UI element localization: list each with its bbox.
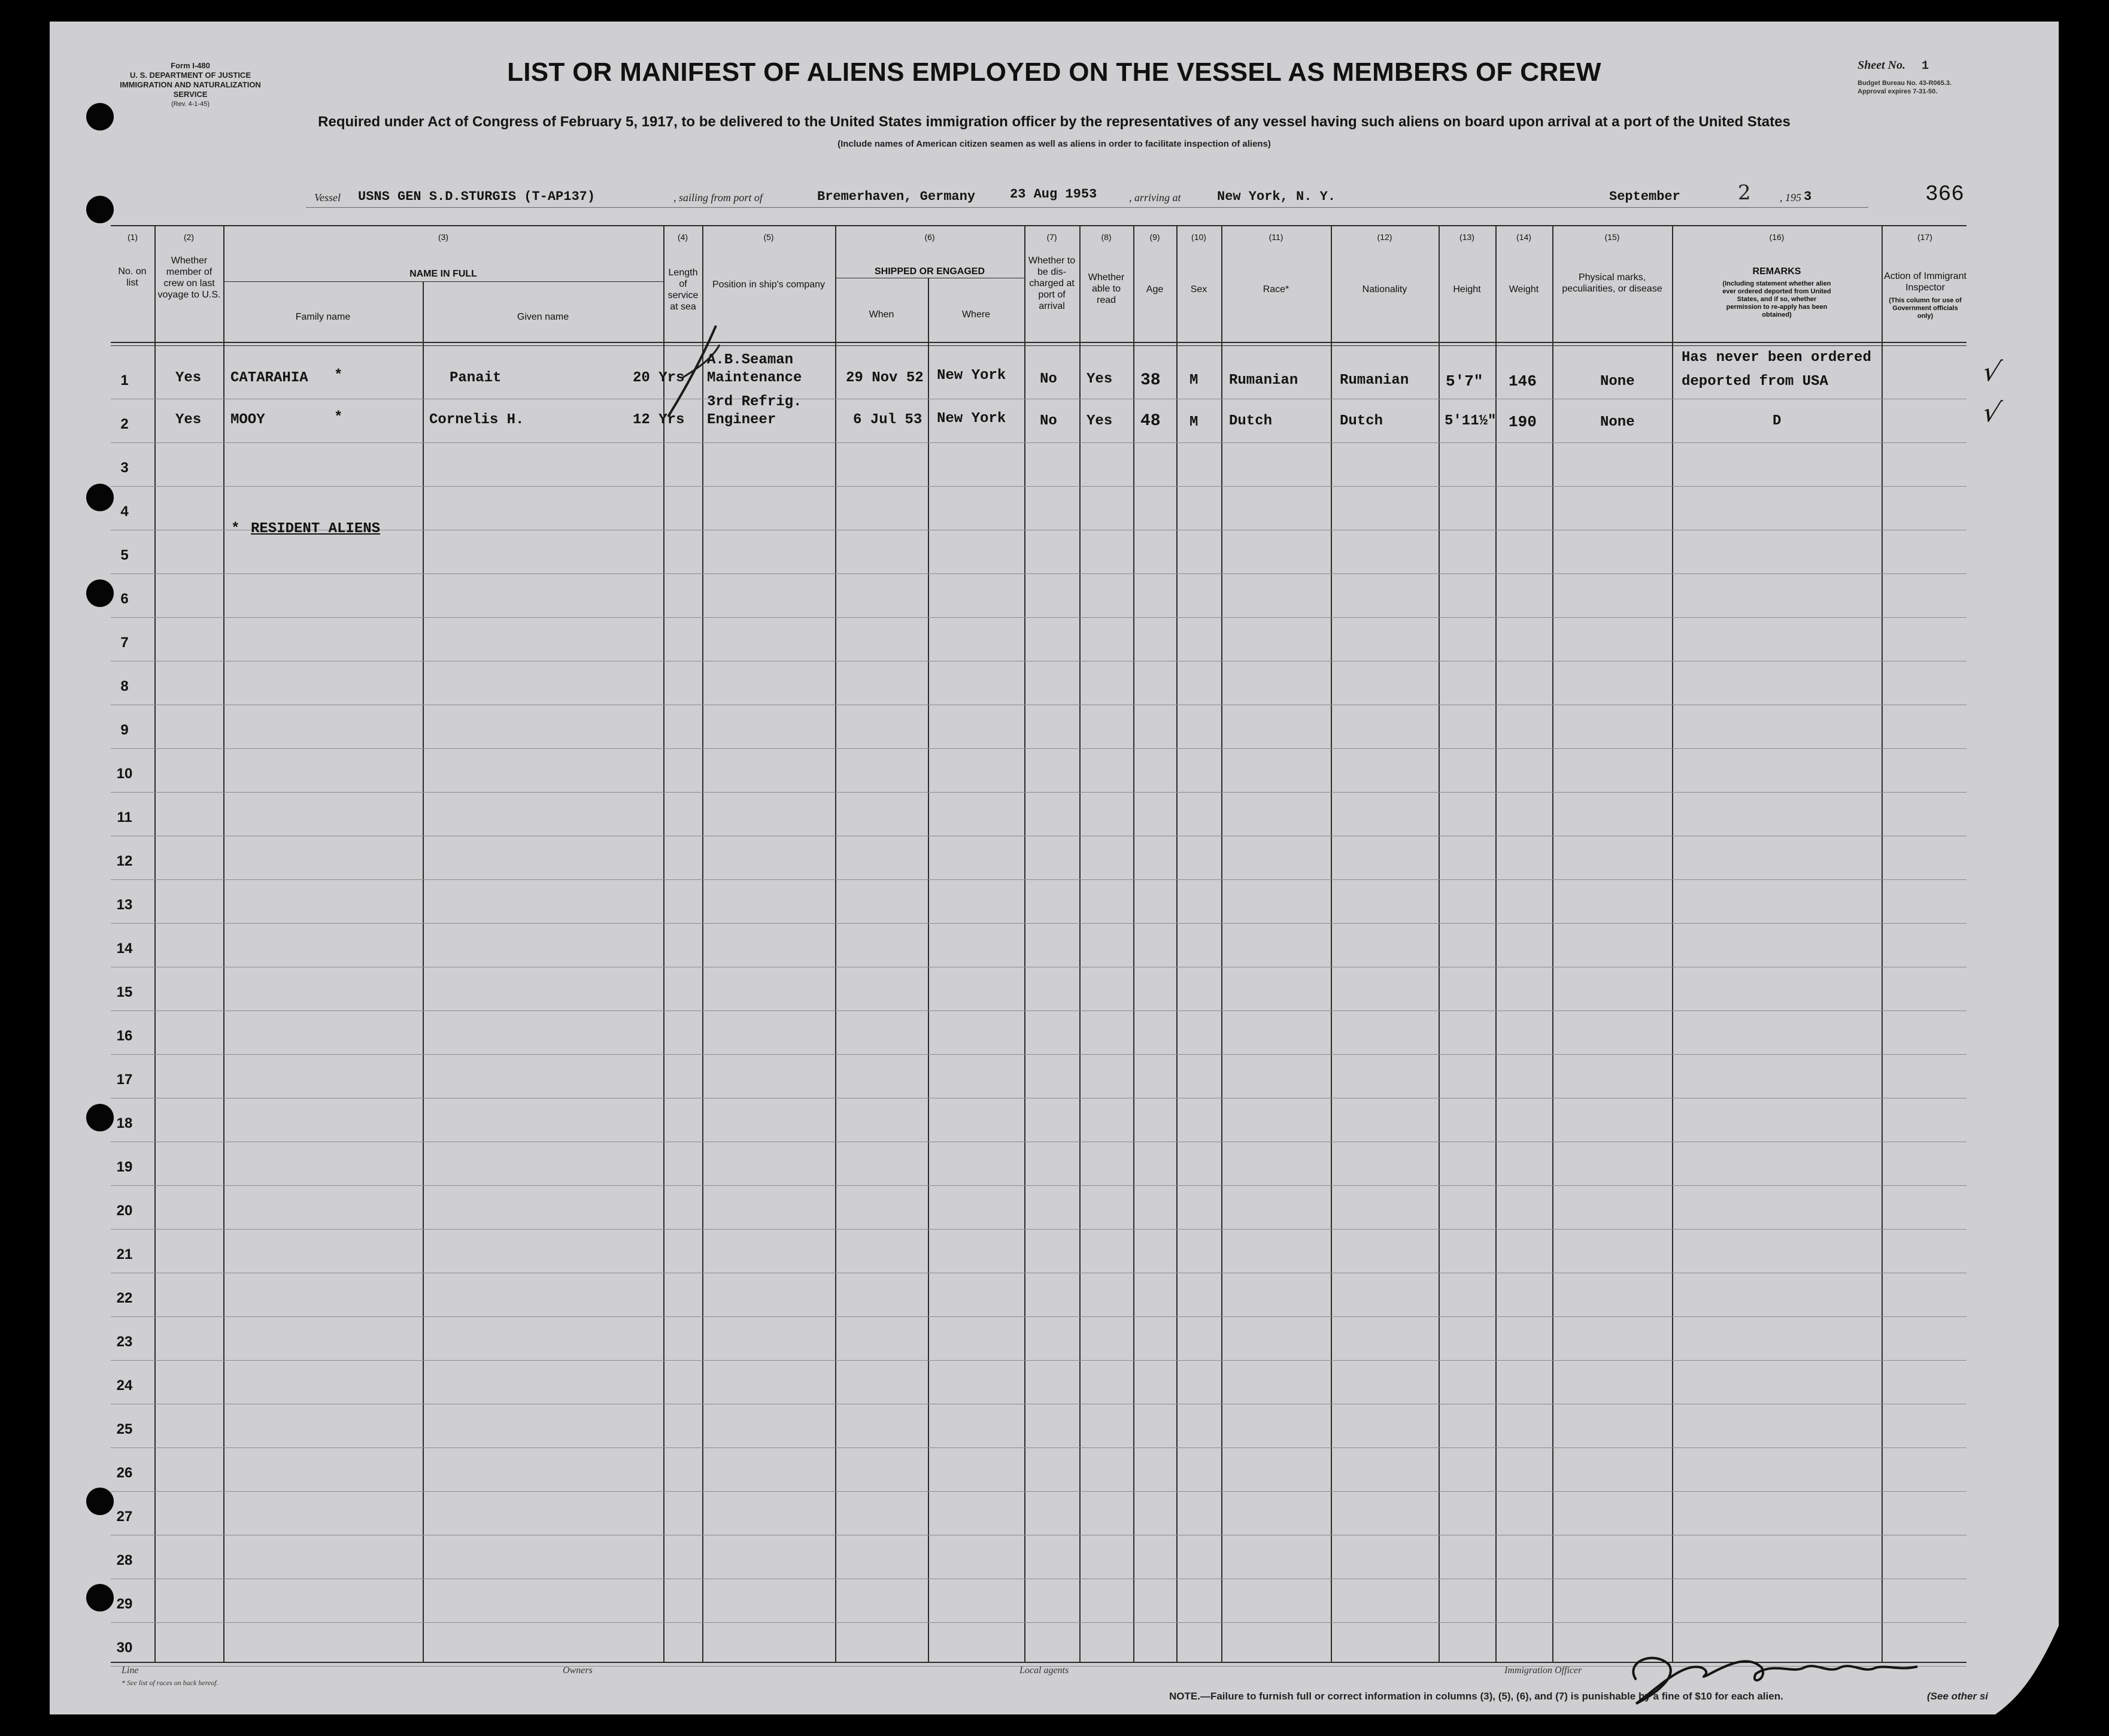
header-given-name: Given name [517, 312, 569, 322]
header-age: Age [1146, 284, 1164, 295]
col-num-3: (3) [438, 232, 449, 242]
entry-1-sex: M [1189, 372, 1198, 389]
col-num-11: (11) [1269, 232, 1283, 242]
row-number: 26 [116, 1465, 133, 1481]
row-number: 2 [120, 416, 129, 432]
header-no-on-list: No. on list [118, 266, 147, 288]
col-num-8: (8) [1101, 232, 1112, 242]
subtitle-note: (Include names of American citizen seamen as well as aliens in order to facilitate inspection of aliens) [837, 139, 1271, 149]
sheet-label: Sheet No. [1858, 59, 1905, 72]
col-divider-14 [1439, 225, 1440, 1662]
entry-2-nationality: Dutch [1340, 413, 1383, 429]
header-last-voyage: Whether member of crew on last voyage to U.S. [157, 256, 221, 300]
header-length-of-service: Length of service at sea [667, 268, 699, 312]
header-inspector-action: Action of Immigrant Inspector [1884, 271, 1967, 293]
row-rule [111, 1229, 1967, 1230]
header-sex: Sex [1190, 284, 1207, 295]
budget-info [1858, 79, 1952, 96]
row-rule [111, 1054, 1967, 1055]
entry-2-able-to-read: Yes [1087, 413, 1113, 429]
entry-2-position-2: Engineer [707, 412, 776, 428]
entry-1-star: * [334, 368, 343, 384]
entry-2-height: 5'11½" [1445, 413, 1497, 429]
header-name-in-full: NAME IN FULL [409, 269, 477, 279]
binder-hole-7 [86, 1584, 114, 1611]
entry-2-where: New York [937, 411, 1006, 427]
row-number: 13 [116, 897, 133, 913]
col-divider-7 [928, 278, 929, 1662]
row-number: 22 [116, 1290, 133, 1306]
entry-2-physical-marks: None [1600, 414, 1635, 430]
row-number: 29 [116, 1596, 133, 1612]
row-number: 1 [120, 372, 129, 389]
col-divider-5 [702, 225, 703, 1662]
year-prefix: , 195 [1780, 192, 1801, 204]
footer-officer-label: Immigration Officer [1504, 1665, 1582, 1676]
col-num-17: (17) [1917, 232, 1932, 242]
row-number: 19 [116, 1159, 133, 1175]
binder-hole-1 [86, 103, 114, 130]
col-num-1: (1) [127, 232, 138, 242]
col-divider-6 [835, 225, 836, 1662]
col-num-16: (16) [1769, 232, 1785, 242]
row-number: 10 [116, 766, 133, 782]
entry-1-discharged: No [1040, 371, 1057, 387]
departure-port: Bremerhaven, Germany [817, 189, 976, 204]
col-num-9: (9) [1149, 232, 1160, 242]
resident-aliens-note: RESIDENT ALIENS [251, 521, 381, 537]
table-top-border [111, 225, 1967, 226]
entry-2-discharged: No [1040, 413, 1057, 429]
arrival-month: September [1609, 189, 1680, 204]
entry-2-sex: M [1189, 414, 1198, 430]
paper-corner-curl [1995, 1626, 2059, 1714]
entry-2-age: 48 [1140, 412, 1161, 430]
row-rule [111, 1316, 1967, 1317]
binder-hole-6 [86, 1488, 114, 1515]
col-num-14: (14) [1516, 232, 1531, 242]
entry-1-given-name: Panait [450, 370, 502, 386]
entry-2-service: 12 Yrs [633, 412, 685, 428]
row-rule [111, 442, 1967, 443]
header-where: Where [961, 309, 991, 320]
footer-line-label: Line [122, 1665, 139, 1676]
arrival-port: New York, N. Y. [1217, 189, 1336, 204]
entry-2-inspector-check: √ [1979, 397, 2004, 428]
row-rule [111, 1185, 1967, 1186]
footer-agents-label: Local agents [1019, 1665, 1069, 1676]
department: U. S. DEPARTMENT OF JUSTICE [130, 71, 251, 80]
row-rule [111, 617, 1967, 618]
col-divider-11 [1176, 225, 1178, 1662]
header-when: When [869, 309, 894, 320]
row-number: 30 [116, 1640, 133, 1656]
entry-2-remarks: D [1773, 413, 1782, 429]
header-race: Race* [1263, 284, 1289, 295]
row-number: 24 [116, 1377, 133, 1394]
header-discharged: Whether to be dis-charged at port of arrival [1028, 256, 1076, 311]
row-rule [111, 879, 1967, 880]
budget-line-1: Budget Bureau No. 43-R065.3. [1858, 80, 1952, 87]
row-number: 8 [120, 678, 129, 694]
col-divider-10 [1133, 225, 1134, 1662]
entry-1-inspector-check: √ [1979, 357, 2004, 387]
entry-1-family-name: CATARAHIA [230, 370, 308, 386]
entry-2-family-name: MOOY [230, 412, 265, 428]
footer-races-note: * See list of races on back hereof. [122, 1679, 219, 1687]
row-rule [111, 1491, 1967, 1492]
entry-2-last-voyage: Yes [175, 412, 202, 428]
row-number: 9 [120, 722, 129, 738]
col-num-4: (4) [677, 232, 688, 242]
entry-2-given-name: Cornelis H. [429, 412, 524, 428]
manifest-sheet [50, 22, 2059, 1714]
vessel-underline [306, 207, 1868, 208]
entry-1-race: Rumanian [1229, 372, 1298, 389]
page-number: 366 [1925, 182, 1964, 207]
sailing-date: 23 Aug 1953 [1010, 187, 1097, 202]
entry-1-remarks-1: Has never been ordered [1682, 350, 1871, 366]
entry-2-position-1: 3rd Refrig. [707, 394, 802, 410]
header-height: Height [1453, 284, 1481, 295]
service-name: IMMIGRATION AND NATURALIZATION SERVICE [120, 80, 261, 99]
header-shipped-or-engaged: SHIPPED OR ENGAGED [874, 266, 985, 277]
name-subheader-line [223, 281, 663, 282]
header-bottom-border [111, 342, 1967, 343]
vessel-name: USNS GEN S.D.STURGIS (T-AP137) [358, 189, 596, 204]
col-divider-12 [1221, 225, 1222, 1662]
sheet-number [1858, 59, 1929, 73]
row-rule [111, 792, 1967, 793]
col-num-7: (7) [1046, 232, 1057, 242]
row-number: 12 [116, 853, 133, 869]
entry-1-when: 29 Nov 52 [846, 370, 924, 386]
header-physical-marks: Physical marks, peculiarities, or disease [1562, 272, 1662, 294]
row-rule [111, 1622, 1967, 1623]
col-divider-4 [663, 225, 664, 1662]
entry-1-nationality: Rumanian [1340, 372, 1409, 389]
row-number: 21 [116, 1246, 133, 1262]
row-number: 17 [116, 1072, 133, 1088]
col-divider-16 [1552, 225, 1553, 1662]
entry-1-position-2: Maintenance [707, 370, 802, 386]
header-family-name: Family name [295, 312, 351, 322]
binder-hole-5 [86, 1104, 114, 1131]
year-suffix: 3 [1804, 189, 1812, 204]
entry-1-able-to-read: Yes [1087, 371, 1113, 387]
col-divider-8 [1024, 225, 1025, 1662]
row-number: 16 [116, 1028, 133, 1044]
col-num-10: (10) [1191, 232, 1206, 242]
entry-1-last-voyage: Yes [175, 370, 202, 386]
entry-1-age: 38 [1140, 371, 1161, 390]
row-number: 23 [116, 1334, 133, 1350]
row-number: 18 [116, 1115, 133, 1131]
entry-2-star: * [334, 409, 343, 426]
col-divider-13 [1331, 225, 1332, 1662]
row-rule [111, 1360, 1967, 1361]
row-number: 20 [116, 1203, 133, 1219]
col-divider-1 [154, 225, 156, 1662]
entry-1-service: 20 Yrs [633, 370, 685, 386]
header-nationality: Nationality [1362, 284, 1407, 295]
row-number: 6 [120, 591, 129, 607]
header-remarks-note: (Including statement whether alien ever ordered deported from United States, and if so, whether permission to re-apply has been obtained) [1722, 280, 1831, 318]
budget-line-2: Approval expires 7-31-50. [1858, 88, 1938, 95]
col-divider-9 [1079, 225, 1081, 1662]
resident-star: * [231, 521, 240, 537]
entry-1-remarks-2: deported from USA [1682, 374, 1828, 390]
binder-hole-3 [86, 484, 114, 511]
row-number: 14 [116, 940, 133, 957]
entry-2-when: 6 Jul 53 [853, 412, 923, 428]
row-number: 25 [116, 1421, 133, 1437]
row-number: 27 [116, 1509, 133, 1525]
footer-penalty-note: NOTE.—Failure to furnish full or correct information in columns (3), (5), (6), and (7) is punishable by a fine of $10 for each alien. [1169, 1691, 1783, 1702]
arrival-day: 2 [1738, 181, 1751, 205]
subtitle: Required under Act of Congress of February 5, 1917, to be delivered to the United States immigration officer by the representatives of any vessel having such aliens on board upon arrival at a port of the United States [318, 114, 1791, 130]
row-rule [111, 1010, 1967, 1011]
header-able-to-read: Whether able to read [1088, 272, 1125, 305]
row-number: 28 [116, 1552, 133, 1568]
handwritten-slash-mark [657, 321, 723, 423]
vessel-label: Vessel [314, 192, 341, 204]
col-num-6: (6) [924, 232, 935, 242]
row-rule [111, 748, 1967, 749]
row-rule [111, 486, 1967, 487]
entry-1-where: New York [937, 368, 1006, 384]
officer-signature [1612, 1638, 1935, 1710]
sailing-label: , sailing from port of [673, 192, 763, 204]
row-rule [111, 573, 1967, 574]
col-divider-17 [1672, 225, 1673, 1662]
header-position: Position in ship's company [712, 280, 826, 290]
row-number: 3 [120, 460, 129, 476]
footer-see-other: (See other si [1927, 1691, 1989, 1702]
header-inspector-note: (This column for use of Government officials only) [1889, 297, 1962, 320]
col-num-5: (5) [763, 232, 774, 242]
sheet-value: 1 [1922, 59, 1929, 73]
entry-2-weight: 190 [1509, 413, 1537, 431]
row-number: 7 [120, 635, 129, 651]
col-divider-2 [223, 225, 224, 1662]
col-divider-3 [423, 281, 424, 1662]
col-num-12: (12) [1377, 232, 1392, 242]
header-remarks: REMARKS [1752, 266, 1801, 277]
col-num-2: (2) [183, 232, 195, 242]
form-revision: (Rev. 4-1-45) [171, 101, 210, 108]
binder-hole-4 [86, 579, 114, 607]
entry-1-height: 5'7" [1446, 372, 1483, 390]
arriving-label: , arriving at [1129, 192, 1181, 204]
header-bottom-border-2 [111, 345, 1967, 346]
footer-owners-label: Owners [563, 1665, 593, 1676]
entry-1-position-1: A.B.Seaman [707, 352, 794, 368]
row-number: 15 [116, 984, 133, 1000]
col-num-13: (13) [1459, 232, 1474, 242]
header-weight: Weight [1509, 284, 1539, 295]
entry-1-weight: 146 [1509, 372, 1537, 390]
col-num-15: (15) [1604, 232, 1620, 242]
binder-hole-2 [86, 196, 114, 223]
form-number: Form I-480 [171, 61, 210, 70]
row-number: 11 [117, 809, 132, 825]
entry-1-physical-marks: None [1600, 374, 1635, 390]
col-divider-18 [1882, 225, 1883, 1662]
col-divider-15 [1495, 225, 1497, 1662]
entry-2-race: Dutch [1229, 413, 1273, 429]
row-rule [111, 923, 1967, 924]
row-rule [111, 1447, 1967, 1448]
row-number: 5 [120, 547, 129, 563]
row-number: 4 [120, 503, 129, 520]
page-title: LIST OR MANIFEST OF ALIENS EMPLOYED ON THE VESSEL AS MEMBERS OF CREW [507, 57, 1601, 87]
